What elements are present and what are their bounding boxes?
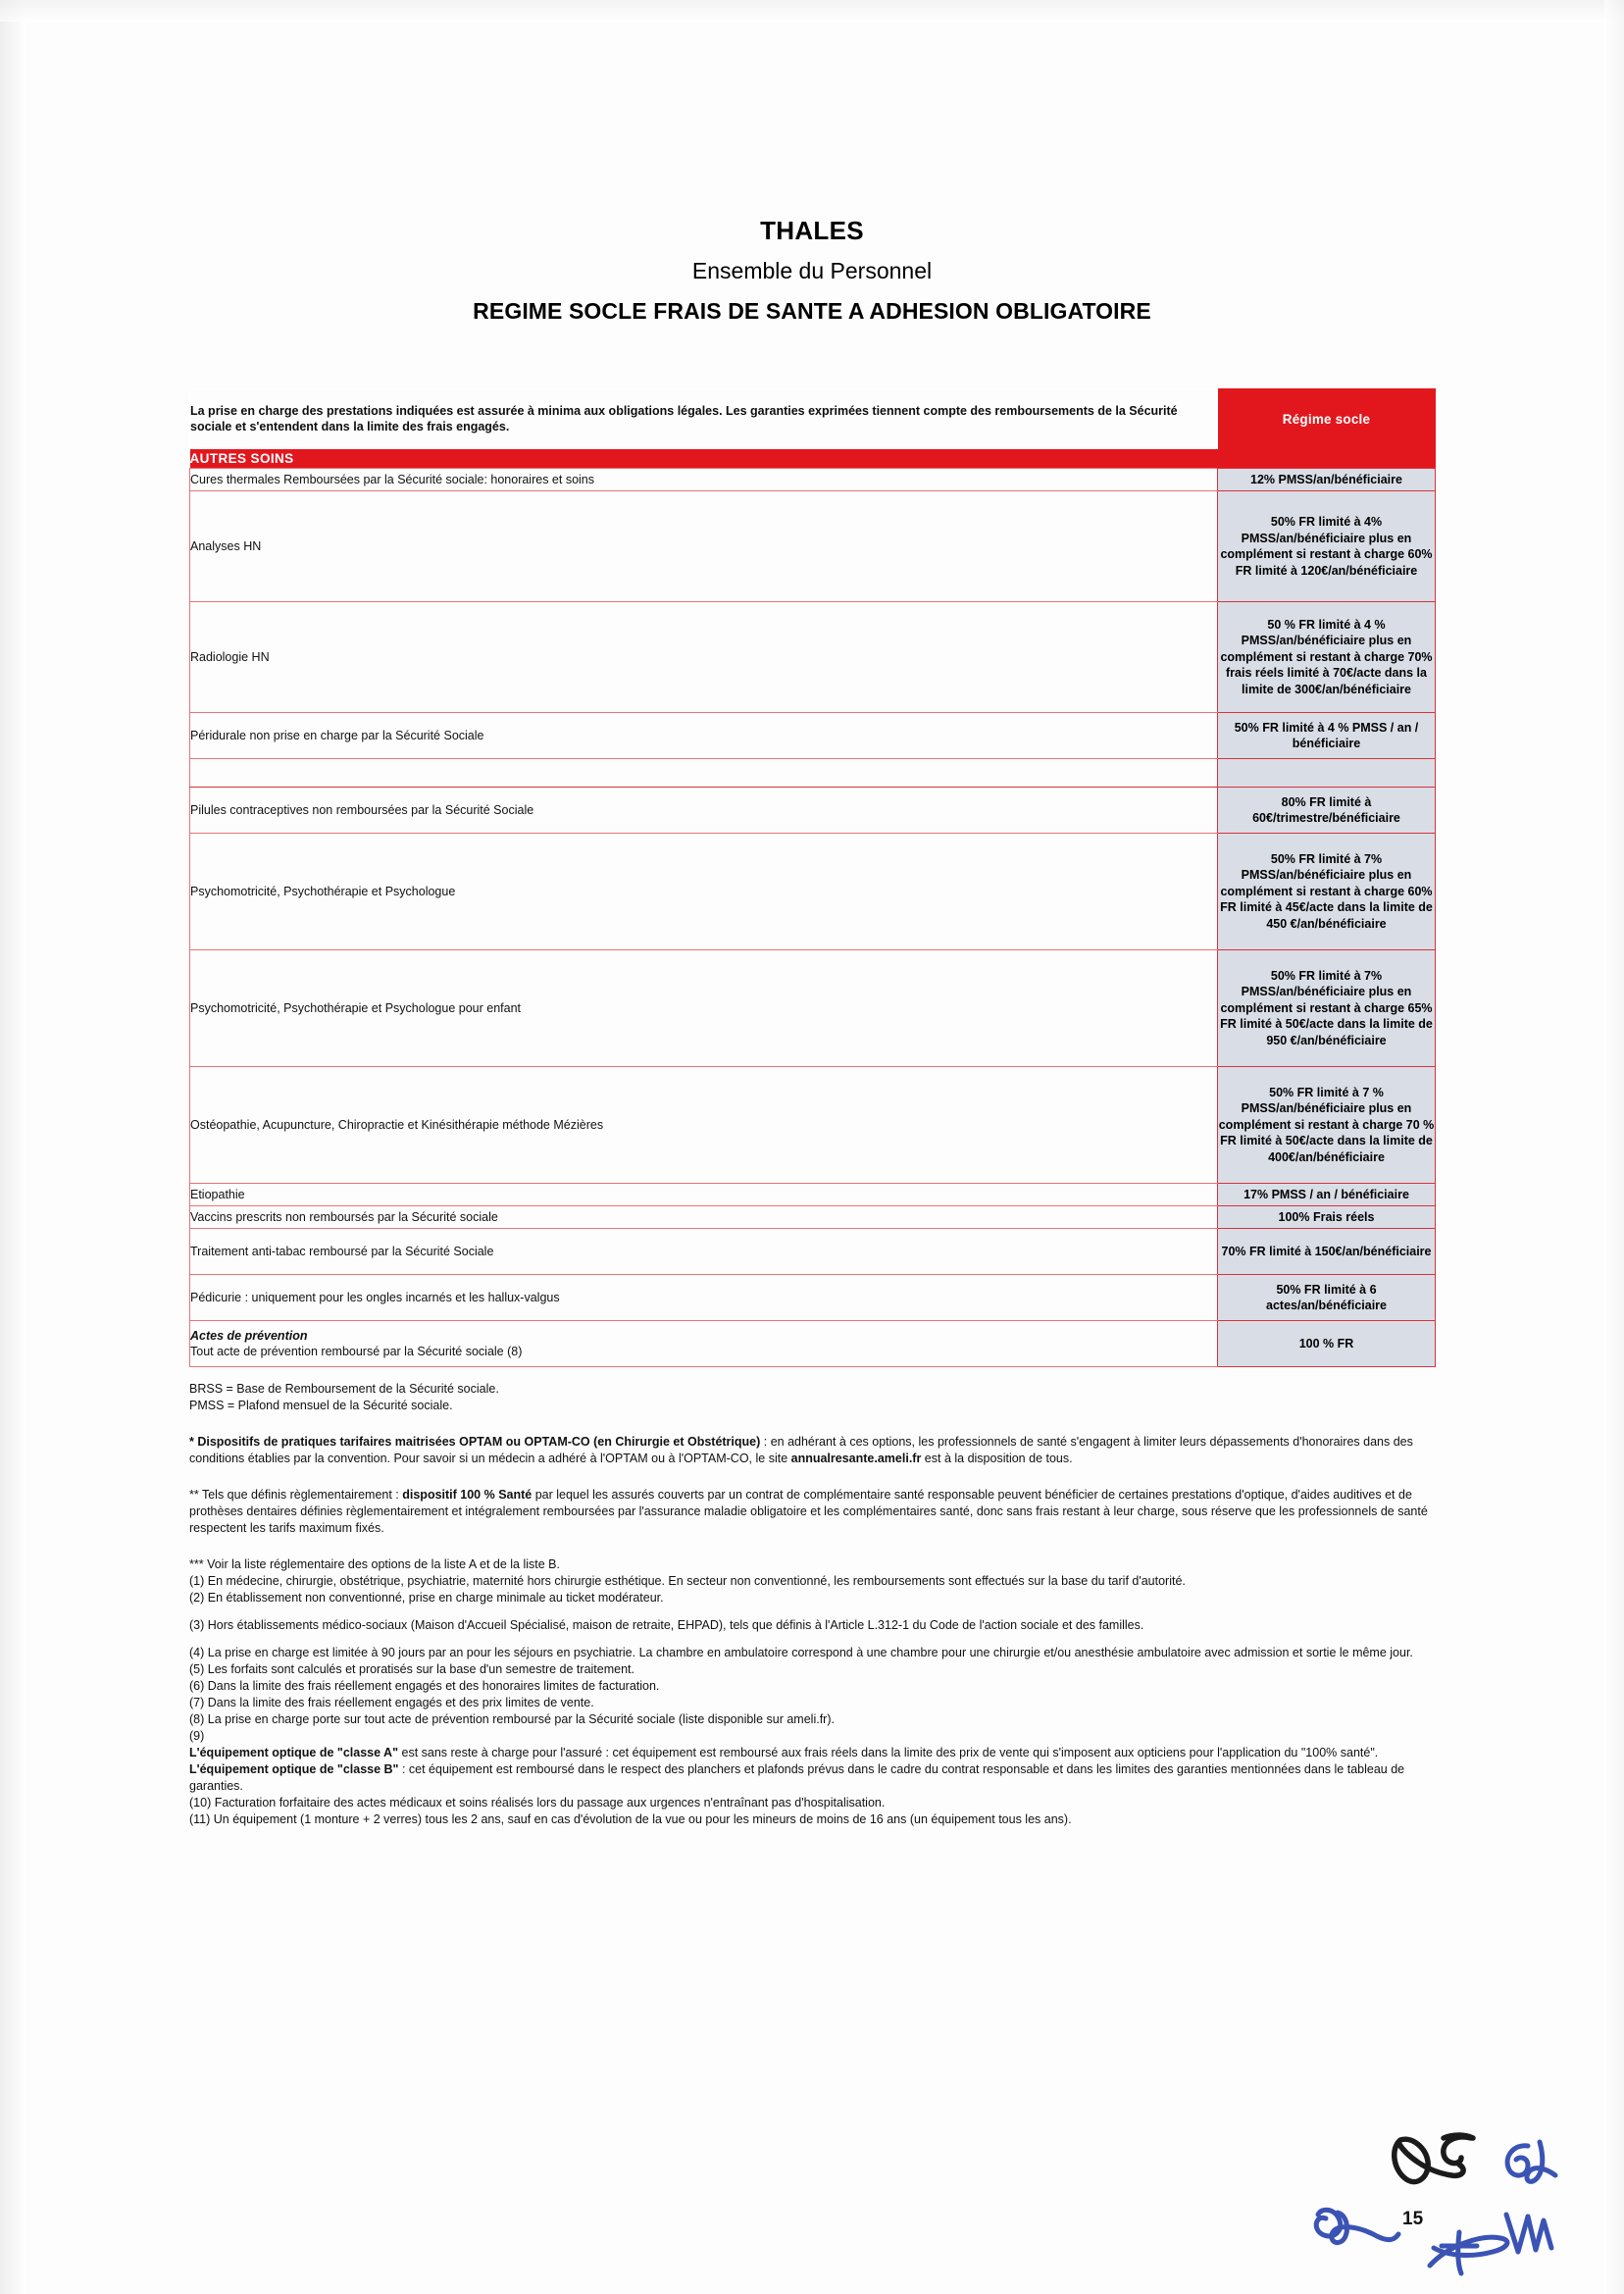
note-classe-a bbox=[189, 1745, 1435, 1761]
note-star1-tail: est à la disposition de tous. bbox=[921, 1452, 1073, 1465]
table-intro-row bbox=[190, 389, 1436, 449]
signature-area bbox=[1304, 2109, 1624, 2294]
table-row bbox=[190, 491, 1436, 602]
spacer bbox=[189, 1634, 1435, 1645]
signature-ink-svg bbox=[1304, 2109, 1624, 2294]
row-label: Traitement anti-tabac remboursé par la Sécurité Sociale bbox=[190, 1229, 1218, 1275]
table-row bbox=[190, 602, 1436, 713]
row-value: 50% FR limité à 6 actes/an/bénéficiaire bbox=[1218, 1275, 1436, 1321]
note-star2 bbox=[189, 1487, 1435, 1537]
note-8: (8) La prise en charge porte sur tout acte de prévention remboursé par la Sécurité sociale (liste disponible sur ameli.fr). bbox=[189, 1712, 835, 1726]
guarantees-table bbox=[189, 388, 1436, 1367]
table-row bbox=[190, 788, 1436, 834]
note-star2-bold: dispositif 100 % Santé bbox=[402, 1488, 533, 1502]
note-classe-a-bold: L'équipement optique de "classe A" bbox=[189, 1746, 399, 1759]
row-value: 50% FR limité à 7 % PMSS/an/bénéficiaire plus en complément si restant à charge 70 % FR limité à 50€/acte dans la limite de 400€/an/bénéficiaire bbox=[1218, 1067, 1436, 1184]
page-title: THALES bbox=[760, 216, 864, 245]
note-star2-lead: ** Tels que définis règlementairement : bbox=[189, 1488, 403, 1502]
note-classe-b-rest: : cet équipement est remboursé dans le respect des planchers et plafonds prévus dans le cadre du contrat responsable et dans les limites des garanties mentionnées dans le tableau de garanties. bbox=[189, 1762, 1405, 1793]
row-label-prevention bbox=[190, 1321, 1218, 1367]
note-4: (4) La prise en charge est limitée à 90 jours par an pour les séjours en psychiatrie. La chambre en ambulatoire correspond à une chambre pour une chirurgie et/ou anesthésie ambulatoire avec admission et sortie le même jour. bbox=[189, 1646, 1413, 1659]
section-header-spacer bbox=[1218, 449, 1436, 469]
row-value: 70% FR limité à 150€/an/bénéficiaire bbox=[1218, 1229, 1436, 1275]
note-pmss: PMSS = Plafond mensuel de la Sécurité sociale. bbox=[189, 1399, 453, 1412]
row-label: Péridurale non prise en charge par la Sécurité Sociale bbox=[190, 713, 1218, 759]
note-11: (11) Un équipement (1 monture + 2 verres) tous les 2 ans, sauf en cas d'évolution de la vue ou pour les mineurs de moins de 16 ans (un équipement tous les ans). bbox=[189, 1812, 1072, 1826]
note-1: (1) En médecine, chirurgie, obstétrique, psychiatrie, maternité hors chirurgie esthétique. En secteur non conventionné, les remboursements sont effectués sur la base du tarif d'autorité. bbox=[189, 1574, 1186, 1588]
row-label: Analyses HN bbox=[190, 491, 1218, 602]
page-number: 15 bbox=[1402, 2209, 1424, 2229]
note-9: (9) bbox=[189, 1729, 205, 1743]
row-value: 12% PMSS/an/bénéficiaire bbox=[1218, 469, 1436, 491]
table-row bbox=[190, 1067, 1436, 1184]
row-value: 50% FR limité à 7% PMSS/an/bénéficiaire plus en complément si restant à charge 65% FR limité à 50€/acte dans la limite de 950 €/an/bénéficiaire bbox=[1218, 950, 1436, 1067]
row-label: Psychomotricité, Psychothérapie et Psychologue pour enfant bbox=[190, 950, 1218, 1067]
row-value: 50% FR limité à 4 % PMSS / an / bénéficiaire bbox=[1218, 713, 1436, 759]
note-star1-site: annualresante.ameli.fr bbox=[790, 1452, 922, 1465]
spacer bbox=[189, 1467, 1435, 1487]
row-label: Pilules contraceptives non remboursées par la Sécurité Sociale bbox=[190, 788, 1218, 834]
spacer bbox=[189, 1606, 1435, 1617]
spacer bbox=[189, 1414, 1435, 1434]
row-label: Etiopathie bbox=[190, 1184, 1218, 1206]
footnotes-section bbox=[189, 1381, 1435, 1828]
note-star1 bbox=[189, 1434, 1435, 1467]
note-5: (5) Les forfaits sont calculés et proratisés sur la base d'un semestre de traitement. bbox=[189, 1662, 634, 1676]
table-row bbox=[190, 1229, 1436, 1275]
note-star1-rest: : en adhérant à ces options, les professionnels de santé s'engagent à limiter leurs dépassements d'honoraires dans des conditions établies par la convention. Pour savoir si un médecin a adhéré à l'OPTAM ou à l'OPTAM-CO, le site bbox=[189, 1435, 1413, 1465]
intro-text: La prise en charge des prestations indiquées est assurée à minima aux obligations légales. Les garanties exprimées tiennent compte des remboursements de la Sécurité sociale et s'entendent dans la limite des frais engagés. bbox=[190, 389, 1218, 449]
note-classe-b bbox=[189, 1761, 1435, 1795]
row-value: 50% FR limité à 7% PMSS/an/bénéficiaire plus en complément si restant à charge 60% FR limité à 45€/acte dans la limite de 450 €/an/bénéficiaire bbox=[1218, 834, 1436, 950]
row-value: 80% FR limité à 60€/trimestre/bénéficiaire bbox=[1218, 788, 1436, 834]
section-header-row bbox=[190, 449, 1436, 469]
signature-initials-gl bbox=[1507, 2142, 1555, 2181]
note-10: (10) Facturation forfaitaire des actes médicaux et soins réalisés lors du passage aux urgences n'entraînant pas d'hospitalisation. bbox=[189, 1796, 886, 1810]
note-3: (3) Hors établissements médico-sociaux (Maison d'Accueil Spécialisé, maison de retraite, EHPAD), tels que définis à l'Article L.312-1 du Code de l'action sociale et des familles. bbox=[189, 1618, 1144, 1632]
table-row bbox=[190, 713, 1436, 759]
note-brss: BRSS = Base de Remboursement de la Sécurité sociale. bbox=[189, 1382, 499, 1396]
section-header-autres-soins: AUTRES SOINS bbox=[190, 449, 1218, 469]
row-label: Radiologie HN bbox=[190, 602, 1218, 713]
page-subtitle-regime: REGIME SOCLE FRAIS DE SANTE A ADHESION OBLIGATOIRE bbox=[473, 298, 1151, 324]
note-7: (7) Dans la limite des frais réellement engagés et des prix limites de vente. bbox=[189, 1696, 594, 1709]
row-label: Ostéopathie, Acupuncture, Chiropractie et Kinésithérapie méthode Mézières bbox=[190, 1067, 1218, 1184]
table-row bbox=[190, 469, 1436, 491]
row-label: Psychomotricité, Psychothérapie et Psychologue bbox=[190, 834, 1218, 950]
page-subtitle: Ensemble du Personnel bbox=[691, 258, 933, 283]
table-spacer-row bbox=[190, 759, 1436, 788]
row-label: Pédicurie : uniquement pour les ongles incarnés et les hallux-valgus bbox=[190, 1275, 1218, 1321]
row-value: 100% Frais réels bbox=[1218, 1206, 1436, 1229]
table-row bbox=[190, 1206, 1436, 1229]
note-star1-bold: * Dispositifs de pratiques tarifaires maitrisées OPTAM ou OPTAM-CO (en Chirurgie et Obstétrique) bbox=[189, 1435, 761, 1449]
row-label bbox=[190, 759, 1218, 788]
table-row bbox=[190, 1184, 1436, 1206]
column-header-regime-socle: Régime socle bbox=[1218, 389, 1436, 449]
guarantees-table-wrapper bbox=[189, 388, 1435, 1367]
note-classe-a-rest: est sans reste à charge pour l'assuré : cet équipement est remboursé aux frais réels dans la limite des prix de vente qui s'imposent aux opticiens pour l'application du "100% santé". bbox=[398, 1746, 1379, 1759]
note-2: (2) En établissement non conventionné, prise en charge minimale au ticket modérateur. bbox=[189, 1591, 664, 1605]
row-value: 50 % FR limité à 4 % PMSS/an/bénéficiaire plus en complément si restant à charge 70% frais réels limité à 70€/acte dans la limite de 300€/an/bénéficiaire bbox=[1218, 602, 1436, 713]
spacer bbox=[189, 1537, 1435, 1556]
row-value: 50% FR limité à 4% PMSS/an/bénéficiaire plus en complément si restant à charge 60% FR limité à 120€/an/bénéficiaire bbox=[1218, 491, 1436, 602]
row-value: 17% PMSS / an / bénéficiaire bbox=[1218, 1184, 1436, 1206]
prevention-title: Actes de prévention bbox=[190, 1329, 308, 1343]
table-row-prevention bbox=[190, 1321, 1436, 1367]
document-header bbox=[0, 214, 1624, 328]
signature-initials-ds bbox=[1395, 2135, 1473, 2182]
prevention-detail: Tout acte de prévention remboursé par la Sécurité sociale (8) bbox=[190, 1345, 523, 1358]
row-label: Vaccins prescrits non remboursés par la Sécurité sociale bbox=[190, 1206, 1218, 1229]
signature-initials-sr bbox=[1316, 2210, 1398, 2242]
row-value: 100 % FR bbox=[1218, 1321, 1436, 1367]
signature-initials-vm bbox=[1430, 2215, 1551, 2273]
table-row bbox=[190, 950, 1436, 1067]
table-row bbox=[190, 1275, 1436, 1321]
note-star3: *** Voir la liste réglementaire des options de la liste A et de la liste B. bbox=[189, 1557, 560, 1571]
table-row bbox=[190, 834, 1436, 950]
row-label: Cures thermales Remboursées par la Sécurité sociale: honoraires et soins bbox=[190, 469, 1218, 491]
note-6: (6) Dans la limite des frais réellement engagés et des honoraires limites de facturation. bbox=[189, 1679, 660, 1693]
note-star2-rest: par lequel les assurés couverts par un contrat de complémentaire santé responsable peuvent bénéficier de certaines prestations d'optique, d'aides auditives et de prothèses dentaires définies règlementairement et intégralement remboursées par l'assurance maladie obligatoire et les complémentaires santé, donc sans frais restant à leur charge, sous réserve que les professionnels de santé respectent les tarifs maximum fixés. bbox=[189, 1488, 1428, 1535]
row-value bbox=[1218, 759, 1436, 788]
note-classe-b-bold: L'équipement optique de "classe B" bbox=[189, 1762, 399, 1776]
